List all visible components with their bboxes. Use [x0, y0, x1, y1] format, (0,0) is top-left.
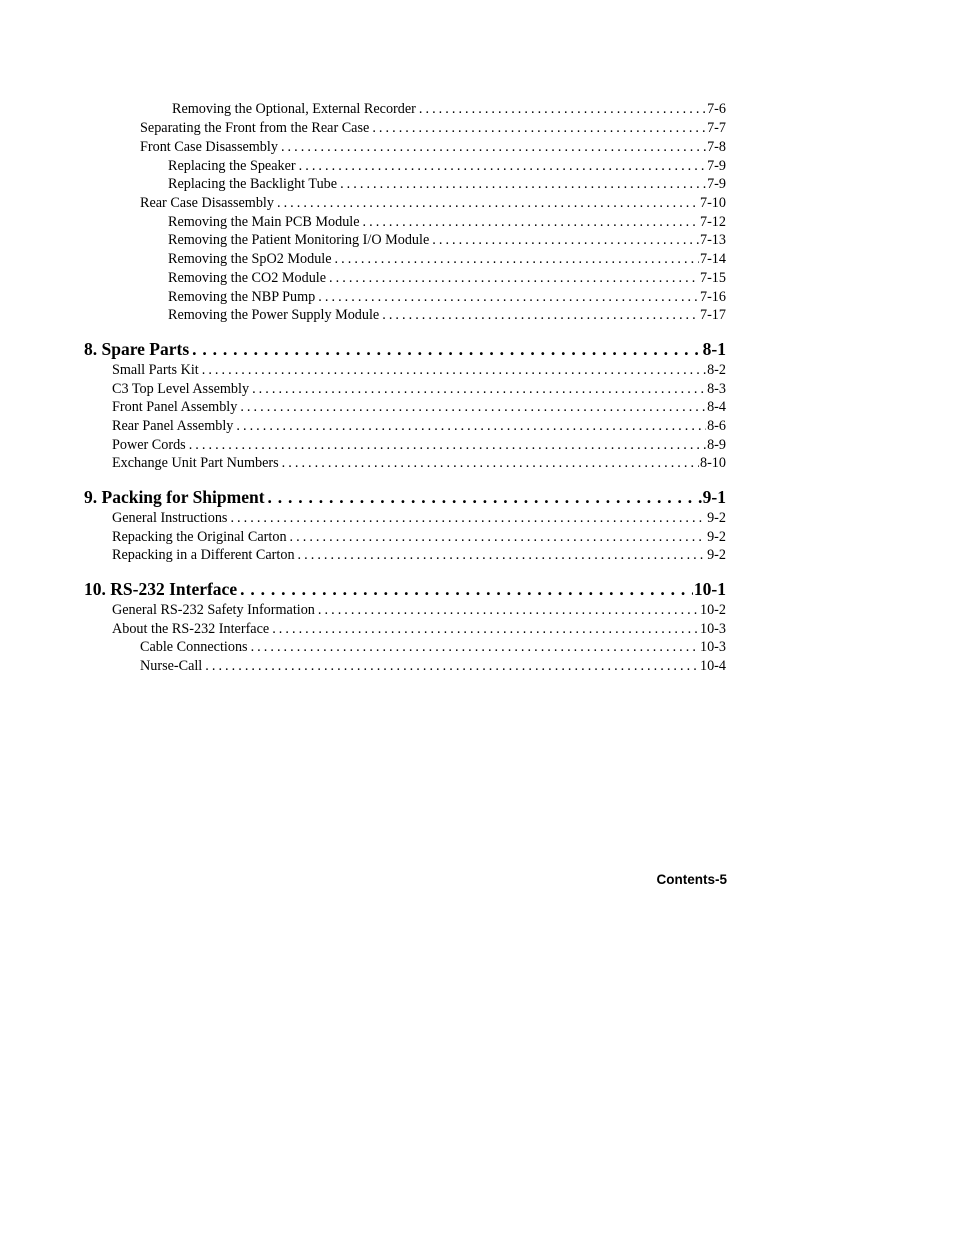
toc-entry[interactable] [84, 436, 726, 454]
dot-leader [230, 509, 706, 527]
dot-leader [318, 288, 699, 306]
toc-entry-page: 8-4 [707, 399, 726, 415]
toc-entry-page: 7-6 [707, 101, 726, 117]
dot-leader [240, 578, 693, 600]
dot-leader [251, 638, 699, 656]
toc-entry-title: Removing the CO2 Module [168, 270, 327, 286]
toc-entry[interactable] [84, 398, 726, 416]
dot-leader [189, 436, 706, 454]
toc-entry[interactable] [84, 638, 726, 656]
toc-entry[interactable] [84, 175, 726, 193]
toc-entry-title: Front Case Disassembly [140, 139, 278, 155]
toc-entry-page: 7-7 [707, 120, 726, 136]
toc-entry[interactable] [84, 100, 726, 118]
toc-entry-page: 7-9 [707, 176, 726, 192]
dot-leader [192, 338, 702, 360]
toc-chapter-8[interactable] [84, 338, 726, 360]
toc-entry[interactable] [84, 380, 726, 398]
toc-entry-title: General RS-232 Safety Information [112, 602, 315, 618]
toc-entry-page: 10-3 [699, 621, 726, 637]
toc-entry-title: Removing the Main PCB Module [168, 214, 360, 230]
toc-entry-title: Removing the Patient Monitoring I/O Module [168, 232, 430, 248]
toc-entry-title: About the RS-232 Interface [112, 621, 270, 637]
toc-chapter-title: 9. Packing for Shipment [84, 487, 265, 507]
toc-entry-title: Power Cords [112, 437, 186, 453]
toc-entry-page: 8-9 [707, 437, 726, 453]
toc-entry-page: 7-10 [699, 195, 726, 211]
toc-entry-page: 7-13 [699, 232, 726, 248]
toc-entry-page: 7-12 [699, 214, 726, 230]
dot-leader [335, 250, 699, 268]
toc-entry[interactable] [84, 601, 726, 619]
toc-entry-title: Exchange Unit Part Numbers [112, 455, 279, 471]
dot-leader [282, 454, 699, 472]
toc-chapter-title: 10. RS-232 Interface [84, 579, 238, 599]
toc-entry-page: 9-2 [707, 510, 726, 526]
toc-entry-title: Repacking the Original Carton [112, 529, 287, 545]
dot-leader [432, 231, 699, 249]
toc-entry-title: Nurse-Call [140, 658, 203, 674]
toc-entry-title: Separating the Front from the Rear Case [140, 120, 370, 136]
dot-leader [240, 398, 706, 416]
dot-leader [419, 100, 706, 118]
toc-entry-title: Replacing the Speaker [168, 158, 296, 174]
toc-entry[interactable] [84, 288, 726, 306]
dot-leader [372, 119, 706, 137]
toc-entry[interactable] [84, 546, 726, 564]
toc-entry-page: 9-2 [707, 529, 726, 545]
toc-entry-page: 9-2 [707, 547, 726, 563]
toc-entry-title: Removing the SpO2 Module [168, 251, 332, 267]
dot-leader [363, 213, 699, 231]
toc-entry-title: Rear Panel Assembly [112, 418, 234, 434]
toc-entry-page: 7-16 [699, 289, 726, 305]
dot-leader [382, 306, 699, 324]
toc-entry-title: Removing the Power Supply Module [168, 307, 380, 323]
toc-entry-page: 7-14 [699, 251, 726, 267]
toc-entry-page: 8-2 [707, 362, 726, 378]
toc-entry[interactable] [84, 454, 726, 472]
toc-entry-title: Cable Connections [140, 639, 248, 655]
toc-chapter-10[interactable] [84, 578, 726, 600]
toc-entry-page: 7-17 [699, 307, 726, 323]
toc-entry-title: C3 Top Level Assembly [112, 381, 250, 397]
toc-chapter-page: 10-1 [693, 579, 726, 599]
toc-entry-page: 10-3 [699, 639, 726, 655]
toc-entry-page: 7-8 [707, 139, 726, 155]
toc-chapter-9[interactable] [84, 486, 726, 508]
dot-leader [299, 157, 706, 175]
toc-entry[interactable] [84, 194, 726, 212]
toc-entry[interactable] [84, 269, 726, 287]
dot-leader [318, 601, 699, 619]
toc-entry-page: 10-2 [699, 602, 726, 618]
dot-leader [329, 269, 699, 287]
dot-leader [290, 528, 707, 546]
toc-entry[interactable] [84, 528, 726, 546]
dot-leader [281, 138, 706, 156]
toc-entry-title: Small Parts Kit [112, 362, 199, 378]
toc-entry-page: 7-15 [699, 270, 726, 286]
toc-entry-page: 8-10 [699, 455, 726, 471]
toc-entry[interactable] [84, 250, 726, 268]
dot-leader [236, 417, 706, 435]
toc-entry[interactable] [84, 119, 726, 137]
toc-entry-title: Repacking in a Different Carton [112, 547, 295, 563]
toc-entry[interactable] [84, 657, 726, 675]
toc-entry[interactable] [84, 620, 726, 638]
dot-leader [205, 657, 699, 675]
dot-leader [252, 380, 706, 398]
toc-entry[interactable] [84, 417, 726, 435]
dot-leader [268, 486, 702, 508]
toc-entry-page: 8-6 [707, 418, 726, 434]
toc-chapter-page: 9-1 [702, 487, 726, 507]
toc-entry[interactable] [84, 213, 726, 231]
toc-entry-title: General Instructions [112, 510, 228, 526]
dot-leader [272, 620, 699, 638]
page-number-footer: Contents-5 [656, 872, 727, 887]
toc-chapter-page: 8-1 [702, 339, 726, 359]
toc-entry[interactable] [84, 509, 726, 527]
toc-entry-page: 10-4 [699, 658, 726, 674]
dot-leader [298, 546, 707, 564]
toc-entry[interactable] [84, 231, 726, 249]
toc-entry-page: 8-3 [707, 381, 726, 397]
toc-entry-title: Rear Case Disassembly [140, 195, 274, 211]
toc-entry[interactable] [84, 157, 726, 175]
toc-entry[interactable] [84, 306, 726, 324]
dot-leader [202, 361, 706, 379]
toc-entry-title: Removing the Optional, External Recorder [172, 101, 416, 117]
dot-leader [340, 175, 706, 193]
toc-entry[interactable] [84, 138, 726, 156]
toc-entry[interactable] [84, 361, 726, 379]
toc-chapter-title: 8. Spare Parts [84, 339, 190, 359]
toc-entry-page: 7-9 [707, 158, 726, 174]
toc-entry-title: Replacing the Backlight Tube [168, 176, 338, 192]
toc-entry-title: Removing the NBP Pump [168, 289, 316, 305]
toc-entry-title: Front Panel Assembly [112, 399, 238, 415]
dot-leader [277, 194, 699, 212]
